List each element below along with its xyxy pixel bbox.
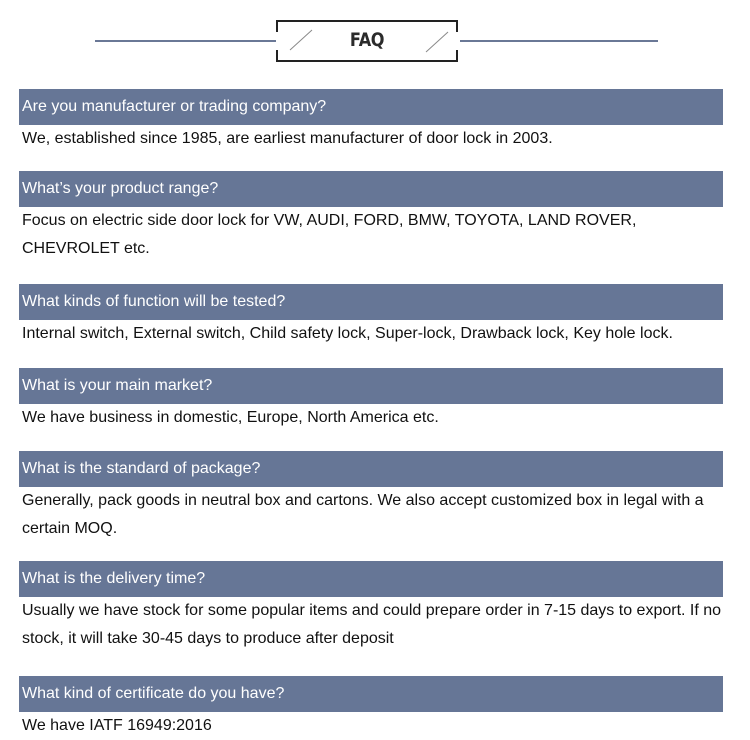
faq-question: What is your main market? [19,368,723,404]
faq-item [19,451,723,561]
faq-answer: We have business in domestic, Europe, North America etc. [22,409,439,426]
faq-answer: Internal switch, External switch, Child safety lock, Super-lock, Drawback lock, Key hole lock. [22,325,673,342]
faq-answer: Focus on electric side door lock for VW, AUDI, FORD, BMW, TOYOTA, LAND ROVER, CHEVROLET etc. [22,212,637,257]
faq-answer: Usually we have stock for some popular items and could prepare order in 7-15 days to export. If no stock, it will take 30-45 days to produce after deposit [22,602,722,647]
faq-question: What kinds of function will be tested? [19,284,723,320]
header-divider-right [460,40,658,42]
faq-item [19,89,723,171]
faq-item [19,284,723,368]
faq-item [19,676,723,740]
faq-answer: Generally, pack goods in neutral box and cartons. We also accept customized box in legal with a certain MOQ. [22,492,704,537]
faq-question: What is the standard of package? [19,451,723,487]
faq-item [19,368,723,451]
header-divider-left [95,40,280,42]
faq-question: What kind of certificate do you have? [19,676,723,712]
faq-answer: We, established since 1985, are earliest manufacturer of door lock in 2003. [22,130,553,147]
faq-list [19,89,723,740]
faq-header [0,0,750,80]
faq-answer: We have IATF 16949:2016 [22,717,212,734]
faq-question: What is the delivery time? [19,561,723,597]
faq-item [19,561,723,676]
page-title: FAQ [349,29,385,51]
faq-question: What’s your product range? [19,171,723,207]
faq-question: Are you manufacturer or trading company? [19,89,723,125]
faq-title-frame [276,20,458,62]
faq-item [19,171,723,284]
